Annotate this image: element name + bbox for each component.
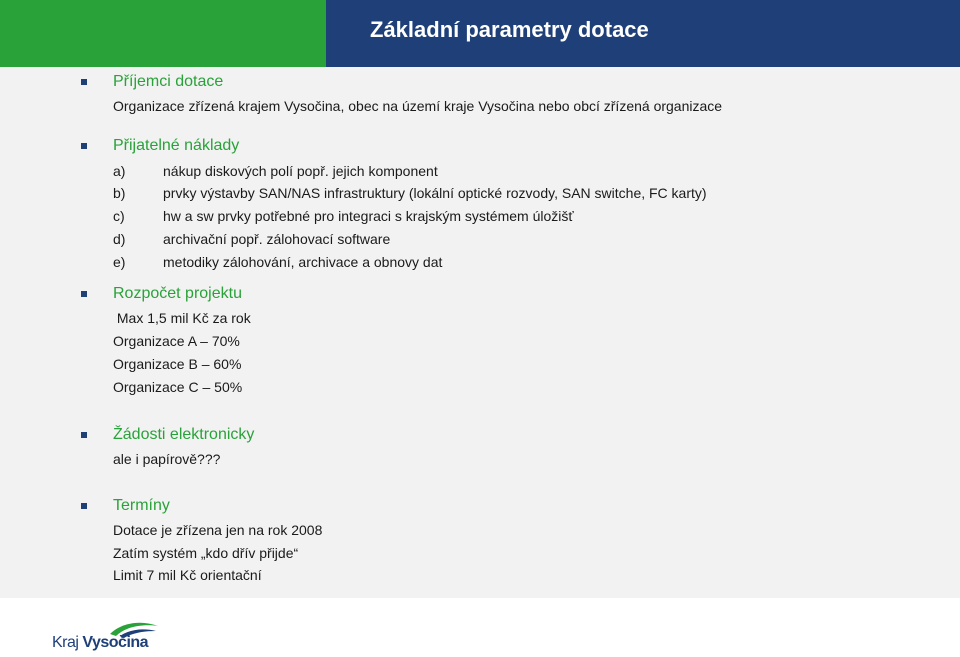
bullet-icon	[81, 143, 87, 149]
list-letter: c)	[113, 208, 125, 224]
bullet-icon	[81, 503, 87, 509]
section-line: Organizace A – 70%	[113, 333, 240, 349]
list-letter: d)	[113, 231, 126, 247]
slide-content	[0, 67, 960, 598]
slide-title: Základní parametry dotace	[370, 17, 649, 42]
list-item: metodiky zálohování, archivace a obnovy dat	[163, 254, 443, 270]
section-heading: Rozpočet projektu	[113, 285, 242, 302]
section-line: Limit 7 mil Kč orientační	[113, 567, 262, 583]
list-item: hw a sw prvky potřebné pro integraci s krajským systémem úložišť	[163, 208, 574, 224]
bullet-icon	[81, 291, 87, 297]
slide-header	[0, 0, 960, 67]
section-line: Dotace je zřízena jen na rok 2008	[113, 522, 323, 538]
slide-footer	[0, 598, 960, 657]
section-line: Zatím systém „kdo dřív přijde“	[113, 545, 299, 561]
kraj-vysocina-logo	[52, 620, 162, 656]
bullet-icon	[81, 432, 87, 438]
section-line: Organizace C – 50%	[113, 379, 243, 395]
section-heading: Žádosti elektronicky	[113, 426, 255, 443]
bullet-icon	[81, 79, 87, 85]
logo-word-vysocina: Vysočina	[82, 634, 149, 651]
list-letter: a)	[113, 163, 126, 179]
list-item: prvky výstavby SAN/NAS infrastruktury (lokální optické rozvody, SAN switche, FC karty)	[163, 185, 707, 201]
section-heading: Příjemci dotace	[113, 73, 224, 90]
section-line: Organizace zřízená krajem Vysočina, obec na území kraje Vysočina nebo obcí zřízená organizace	[113, 98, 723, 114]
section-line: ale i papírově???	[113, 451, 221, 467]
list-letter: e)	[113, 254, 126, 270]
header-green-block	[0, 0, 326, 67]
list-item: archivační popř. zálohovací software	[163, 231, 391, 247]
logo-word-kraj: Kraj	[52, 634, 79, 651]
list-letter: b)	[113, 185, 126, 201]
logo-text	[52, 634, 148, 652]
section-line: Max 1,5 mil Kč za rok	[113, 310, 251, 326]
section-heading: Přijatelné náklady	[113, 137, 240, 154]
section-line: Organizace B – 60%	[113, 356, 242, 372]
list-item: nákup diskových polí popř. jejich komponent	[163, 163, 438, 179]
section-heading: Termíny	[113, 497, 170, 514]
